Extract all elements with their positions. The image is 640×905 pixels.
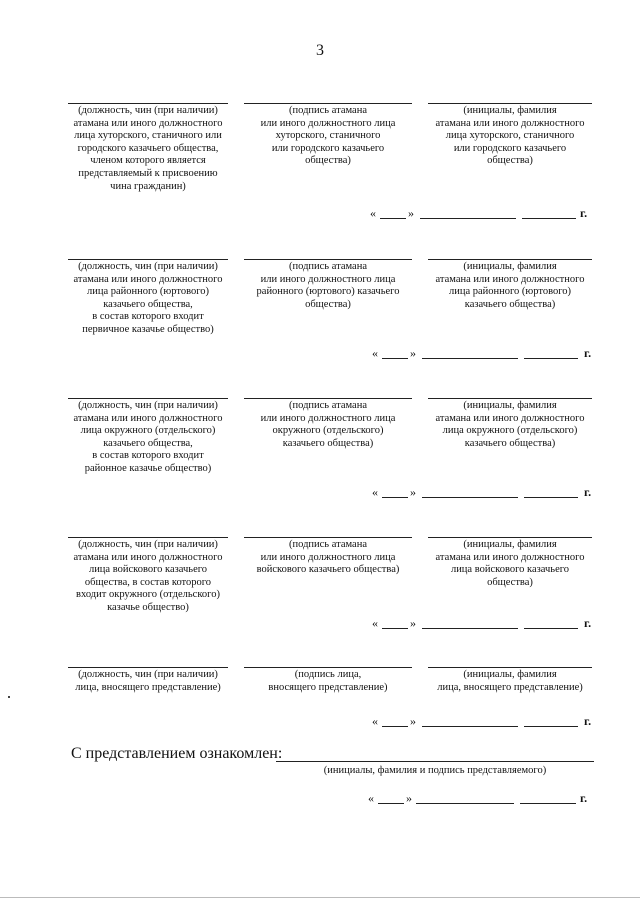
position-caption: (должность, чин (при наличии) атамана или иного должностного лица войскового казачьего общества, в состав которого входит окружного (отдельского) казачье общество) xyxy=(68,537,228,615)
close-quote: » xyxy=(410,616,416,630)
acknowledgement-label: С представлением ознакомлен: xyxy=(71,745,283,762)
date-row xyxy=(370,206,600,222)
signature-caption: (подпись атамана или иного должностного лица окружного (отдельского) казачьего общества) xyxy=(244,398,412,450)
close-quote: » xyxy=(410,714,416,728)
close-quote: » xyxy=(410,346,416,360)
year-suffix: г. xyxy=(584,714,592,728)
month-field[interactable] xyxy=(422,726,518,727)
year-field[interactable] xyxy=(520,803,576,804)
position-caption: (должность, чин (при наличии) атамана или иного должностного лица окружного (отдельского) казачьего общества, в состав которого входит районное казачье общество) xyxy=(68,398,228,476)
date-row xyxy=(372,346,600,362)
open-quote: « xyxy=(372,616,378,630)
signature-caption: (подпись атамана или иного должностного лица войскового казачьего общества) xyxy=(244,537,412,577)
year-field[interactable] xyxy=(524,497,578,498)
day-field[interactable] xyxy=(382,358,408,359)
day-field[interactable] xyxy=(382,497,408,498)
page-number: 3 xyxy=(316,42,324,59)
close-quote: » xyxy=(410,485,416,499)
year-suffix: г. xyxy=(584,616,592,630)
close-quote: » xyxy=(408,206,414,220)
page-bottom-edge xyxy=(0,897,640,898)
date-row xyxy=(368,791,600,807)
year-suffix: г. xyxy=(580,206,588,220)
month-field[interactable] xyxy=(422,628,518,629)
year-suffix: г. xyxy=(580,791,588,805)
name-caption: (инициалы, фамилия атамана или иного должностного лица войскового казачьего общества) xyxy=(428,537,592,589)
name-caption: (инициалы, фамилия атамана или иного должностного лица окружного (отдельского) казачьего общества) xyxy=(428,398,592,450)
month-field[interactable] xyxy=(422,358,518,359)
position-caption: (должность, чин (при наличии) лица, вносящего представление) xyxy=(68,667,228,694)
name-caption: (инициалы, фамилия атамана или иного должностного лица хуторского, станичного или городского казачьего общества) xyxy=(428,103,592,168)
year-field[interactable] xyxy=(524,358,578,359)
signature-caption: (подпись атамана или иного должностного лица районного (юртового) казачьего общества) xyxy=(244,259,412,311)
position-caption: (должность, чин (при наличии) атамана или иного должностного лица хуторского, станичного или городского казачьего общества, членом которого является представляемый к присвоению чина гражданин) xyxy=(68,103,228,193)
year-field[interactable] xyxy=(522,218,576,219)
open-quote: « xyxy=(368,791,374,805)
year-field[interactable] xyxy=(524,726,578,727)
open-quote: « xyxy=(372,714,378,728)
day-field[interactable] xyxy=(380,218,406,219)
close-quote: » xyxy=(406,791,412,805)
open-quote: « xyxy=(372,346,378,360)
year-suffix: г. xyxy=(584,485,592,499)
scan-speck xyxy=(8,696,10,698)
name-caption: (инициалы, фамилия лица, вносящего представление) xyxy=(428,667,592,694)
year-field[interactable] xyxy=(524,628,578,629)
month-field[interactable] xyxy=(416,803,514,804)
day-field[interactable] xyxy=(382,726,408,727)
year-suffix: г. xyxy=(584,346,592,360)
name-caption: (инициалы, фамилия атамана или иного должностного лица районного (юртового) казачьего общества) xyxy=(428,259,592,311)
date-row xyxy=(372,714,600,730)
date-row xyxy=(372,485,600,501)
day-field[interactable] xyxy=(378,803,404,804)
acknowledgement-signature-line[interactable] xyxy=(276,761,594,762)
position-caption: (должность, чин (при наличии) атамана или иного должностного лица районного (юртового) казачьего общества, в состав которого входит первичное казачье общество) xyxy=(68,259,228,337)
signature-caption: (подпись атамана или иного должностного лица хуторского, станичного или городского казачьего общества) xyxy=(244,103,412,168)
day-field[interactable] xyxy=(382,628,408,629)
month-field[interactable] xyxy=(422,497,518,498)
signature-caption: (подпись лица, вносящего представление) xyxy=(244,667,412,694)
date-row xyxy=(372,616,600,632)
month-field[interactable] xyxy=(420,218,516,219)
open-quote: « xyxy=(370,206,376,220)
open-quote: « xyxy=(372,485,378,499)
acknowledgement-caption: (инициалы, фамилия и подпись представляемого) xyxy=(323,765,547,776)
